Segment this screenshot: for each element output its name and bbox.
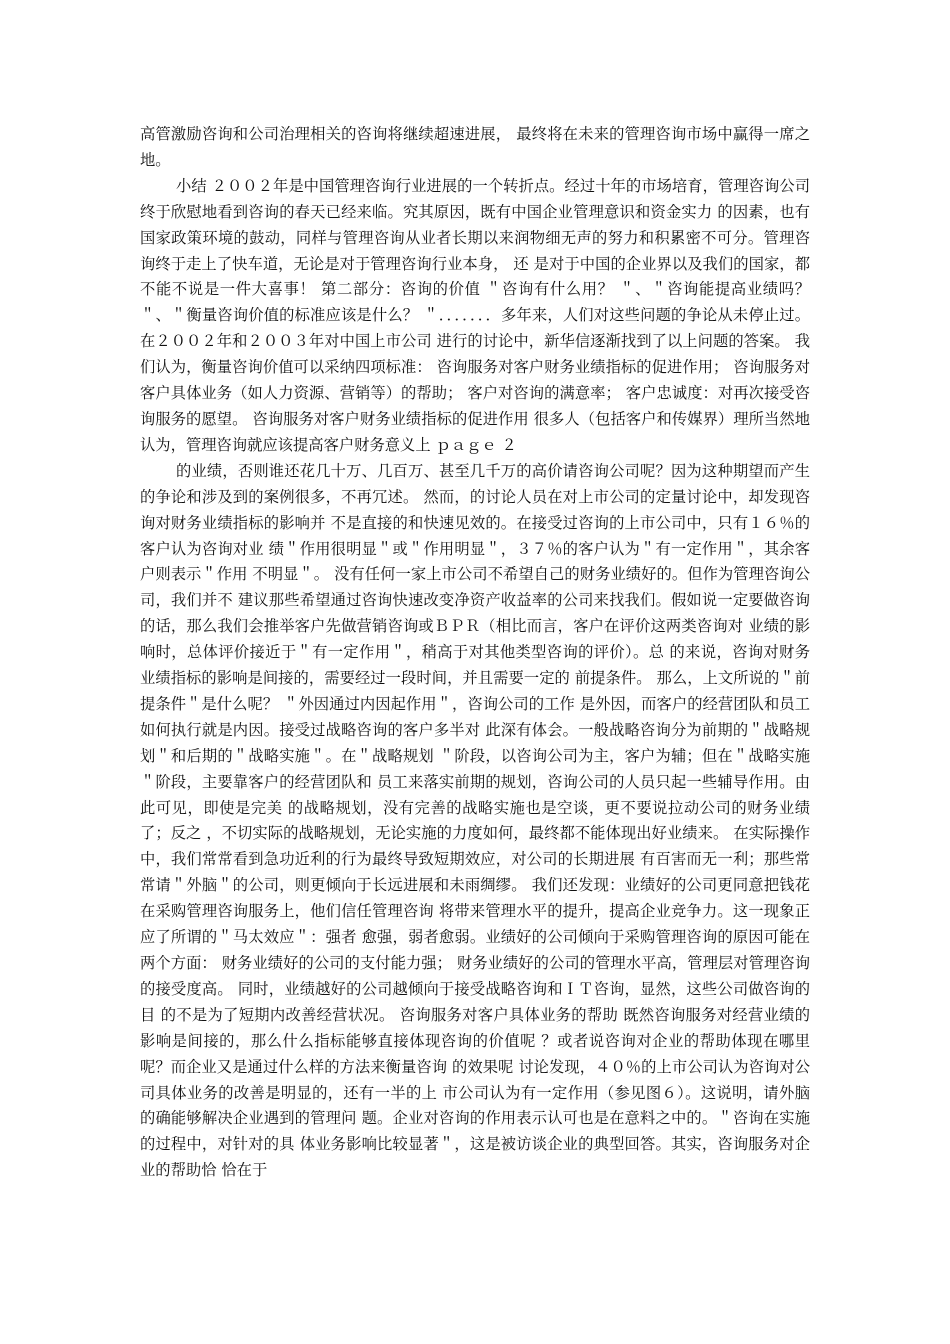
paragraph-opening: 高管激励咨询和公司治理相关的咨询将继续超速进展， 最终将在未来的管理咨询市场中赢得一席之地。 <box>140 125 810 169</box>
paragraph-performance: 的业绩，否则谁还花几十万、几百万、甚至几千万的高价请咨询公司呢？因为这种期望而产生的争论和涉及到的案例很多，不再冗述。 然而，的讨论人员在对上市公司的定量讨论中，却发现咨询对财务业绩指标的影响并 不是直接的和快速见效的。在接受过咨询的上市公司中，只有１６％的客户认为咨询对业 绩＂作用很明显＂或＂作用明显＂，３７％的客户认为＂有一定作用＂，其余客户则表示＂作用 不明显＂。 没有任何一家上市公司不希望自己的财务业绩好的。但作为管理咨询公司，我们并不 建议那些希望通过咨询快速改变净资产收益率的公司来找我们。假如说一定要做咨询 的话，那么我们会推举客户先做营销咨询或ＢＰＲ（相比而言，客户在评价这两类咨询对 业绩的影响时，总体评价接近于＂有一定作用＂，稍高于对其他类型咨询的评价）。总 的来说，咨询对财务业绩指标的影响是间接的，需要经过一段时间，并且需要一定的 前提条件。 那么，上文所说的＂前提条件＂是什么呢？ ＂外因通过内因起作用＂，咨询公司的工作 是外因，而客户的经营团队和员工如何执行就是内因。接受过战略咨询的客户多半对 此深有体会。一般战略咨询分为前期的＂战略规划＂和后期的＂战略实施＂。在＂战略规划 ＂阶段，以咨询公司为主，客户为辅；但在＂战略实施＂阶段，主要靠客户的经营团队和 员工来落实前期的规划，咨询公司的人员只起一些辅导作用。由此可见，即使是完美 的战略规划，没有完善的战略实施也是空谈，更不要说拉动公司的财务业绩了；反之 ，不切实际的战略规划，无论实施的力度如何，最终都不能体现出好业绩来。 在实际操作中，我们常常看到急功近利的行为最终导致短期效应，对公司的长期进展 有百害而无一利；那些常常请＂外脑＂的公司，则更倾向于长远进展和未雨绸缪。 我们还发现：业绩好的公司更同意把钱花在采购管理咨询服务上，他们信任管理咨询 将带来管理水平的提升，提高企业竞争力。这一现象正应了所谓的＂马太效应＂：强者 愈强，弱者愈弱。业绩好的公司倾向于采购管理咨询的原因可能在两个方面： 财务业绩好的公司的支付能力强； 财务业绩好的公司的管理水平高，管理层对管理咨询的接受度高。 同时，业绩越好的公司越倾向于接受战略咨询和ＩＴ咨询，显然，这些公司做咨询的目 的不是为了短期内改善经营状况。 咨询服务对客户具体业务的帮助 既然咨询服务对经营业绩的影响是间接的，那么什么指标能够直接体现咨询的价值呢 ？或者说咨询对企业的帮助体现在哪里呢？而企业又是通过什么样的方法来衡量咨询 的效果呢 讨论发现，４０％的上市公司认为咨询对公司具体业务的改善是明显的，还有一半的上 市公司认为有一定作用（参见图６）。这说明，请外脑的确能够解决企业遇到的管理问 题。企业对咨询的作用表示认可也是在意料之中的。＂咨询在实施的过程中，对针对的具 体业务影响比较显著＂，这是被访谈企业的典型回答。其实，咨询服务对企业的帮助恰 恰在于 <box>140 461 815 1180</box>
document-body <box>140 122 815 1184</box>
paragraph-summary: 小结 ２００２年是中国管理咨询行业进展的一个转折点。经过十年的市场培育，管理咨询公司 终于欣慰地看到咨询的春天已经来临。究其原因，既有中国企业管理意识和资金实力 的因素，也有国家政策环境的鼓动，同样与管理咨询从业者长期以来润物细无声的努力和积累密不可分。管理咨询终于走上了快车道，无论是对于管理咨询行业本身， 还 是对于中国的企业界以及我们的国家，都不能不说是一件大喜事！ 第二部分：咨询的价值 ＂咨询有什么用？ ＂、＂咨询能提高业绩吗？ ＂、＂衡量咨询价值的标准应该是什么？ ＂．．．．．．．多年来，人们对这些问题的争论从未停止过。在２００２年和２００３年对中国上市公司 进行的讨论中，新华信逐渐找到了以上问题的答案。 我们认为，衡量咨询价值可以采纳四项标准： 咨询服务对客户财务业绩指标的促进作用； 咨询服务对客户具体业务（如人力资源、营销等）的帮助； 客户对咨询的满意率； 客户忠诚度：对再次接受咨询服务的愿望。 咨询服务对客户财务业绩指标的促进作用 很多人（包括客户和传媒界）理所当然地认为，管理咨询就应该提高客户财务意义上 ｐａｇｅ ２ <box>140 176 815 454</box>
